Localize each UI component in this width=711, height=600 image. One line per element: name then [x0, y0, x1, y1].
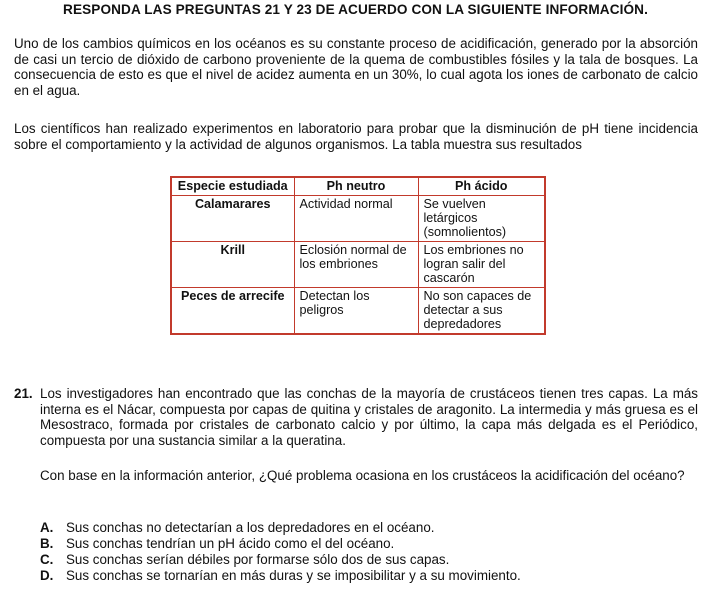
option-text: Sus conchas no detectarían a los depredadores en el océano.: [66, 520, 435, 535]
table-header-acid-ph: Ph ácido: [418, 177, 545, 196]
table-cell-species: Krill: [171, 242, 294, 288]
table-cell-acid: No son capaces de detectar a sus depredadores: [418, 288, 545, 335]
question-prompt: Con base en la información anterior, ¿Qué problema ocasiona en los crustáceos la acidificación del océano?: [40, 468, 685, 483]
question-stem: Los investigadores han encontrado que las conchas de la mayoría de crustáceos tienen tres capas. La más interna es el Nácar, compuesta por capas de quitina y cristales de aragonito. La intermedia y más gruesa es el Mesostraco, formada por cristales de carbonato calcio y por último, la capa más delgada es el Periódico, compuesta por una sustancia similar a la queratina.: [40, 386, 698, 448]
table-row: [171, 242, 545, 288]
answer-option-d[interactable]: [40, 568, 700, 584]
question-number: 21.: [14, 386, 33, 401]
table-header-row: [171, 177, 545, 196]
option-letter: A.: [40, 520, 54, 535]
table-row: [171, 196, 545, 242]
context-paragraph-2: Los científicos han realizado experimentos en laboratorio para probar que la disminución de pH tiene incidencia sobre el comportamiento y la actividad de algunos organismos. La tabla muestra sus resultados: [14, 121, 698, 152]
option-text: Sus conchas serían débiles por formarse sólo dos de sus capas.: [66, 552, 450, 567]
option-text: Sus conchas tendrían un pH ácido como el del océano.: [66, 536, 395, 551]
table-cell-species: Calamarares: [171, 196, 294, 242]
table-cell-species: Peces de arrecife: [171, 288, 294, 335]
table-cell-neutral: Detectan los peligros: [294, 288, 418, 335]
option-text: Sus conchas se tornarían en más duras y se imposibilitar y a su movimiento.: [66, 568, 521, 583]
option-letter: D.: [40, 568, 54, 583]
answer-option-c[interactable]: [40, 552, 700, 568]
section-title: RESPONDA LAS PREGUNTAS 21 Y 23 DE ACUERDO CON LA SIGUIENTE INFORMACIÓN.: [63, 2, 648, 17]
option-letter: C.: [40, 552, 54, 567]
answer-option-a[interactable]: [40, 520, 700, 536]
option-letter: B.: [40, 536, 54, 551]
table-row: [171, 288, 545, 335]
table-cell-neutral: Actividad normal: [294, 196, 418, 242]
table-header-neutral-ph: Ph neutro: [294, 177, 418, 196]
table-cell-acid: Los embriones no logran salir del cascarón: [418, 242, 545, 288]
results-table: [170, 176, 546, 335]
context-paragraph-1: Uno de los cambios químicos en los océanos es su constante proceso de acidificación, generado por la absorción de casi un tercio de dióxido de carbono proveniente de la quema de combustibles fósiles y la tala de bosques. La consecuencia de esto es que el nivel de acidez aumenta en un 30%, lo cual agota los iones de carbonato de calcio en el agua.: [14, 36, 698, 98]
table-header-species: Especie estudiada: [171, 177, 294, 196]
answer-option-b[interactable]: [40, 536, 700, 552]
table-cell-neutral: Eclosión normal de los embriones: [294, 242, 418, 288]
table-cell-acid: Se vuelven letárgicos (somnolientos): [418, 196, 545, 242]
